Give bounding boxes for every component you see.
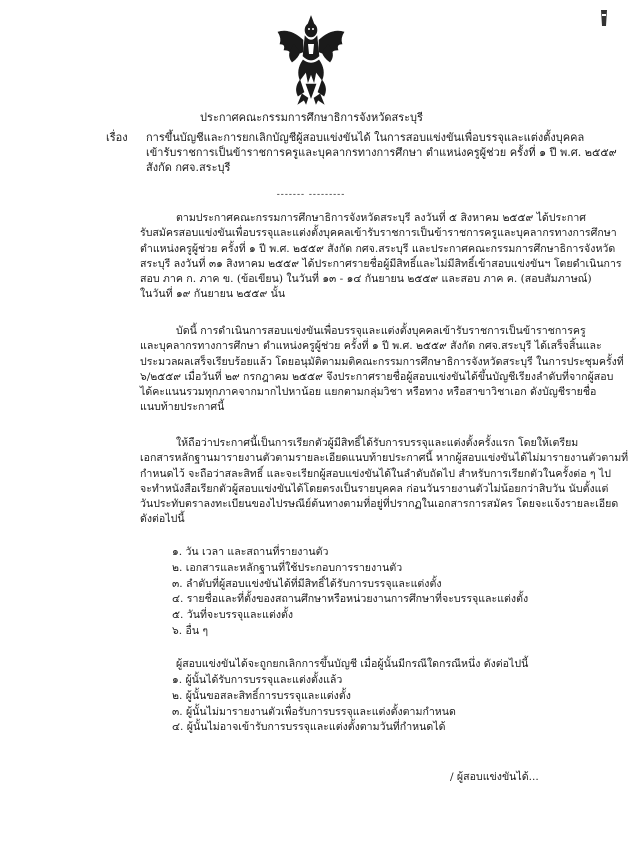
subject-line: การขึ้นบัญชีและการยกเลิกบัญชีผู้สอบแข่งขันได้ ในการสอบแข่งขันเพื่อบรรจุและแต่งตั้งบุคคล <box>146 131 585 144</box>
paragraph-announcement <box>140 211 622 303</box>
document-title: ประกาศคณะกรรมการศึกษาธิการจังหวัดสระบุรี <box>200 111 423 124</box>
cancellation-items-list <box>172 673 532 736</box>
subject-line: เข้ารับราชการเป็นข้าราชการครูและบุคลากรทางการศึกษา ตำแหน่งครูผู้ช่วย ครั้งที่ ๑ ปี พ.ศ. ๒๕๕๙ <box>146 146 617 159</box>
paragraph-line: วันประทับตราลงทะเบียนของไปรษณีย์ต้นทางตามที่อยู่ที่ปรากฏในเอกสารการสมัคร โดยจะแจ้งรายละเอียด <box>140 498 619 511</box>
paragraph-line: สอบ ภาค ก. ภาค ข. (ข้อเขียน) ในวันที่ ๑๓ - ๑๔ กันยายน ๒๕๕๙ และสอบ ภาค ค. (สอบสัมภาษณ์) <box>140 273 592 286</box>
paragraph-line: สระบุรี ลงวันที่ ๓๑ สิงหาคม ๒๕๕๙ ได้ประกาศรายชื่อผู้มีสิทธิ์และไม่มีสิทธิ์เข้าสอบแข่งขันฯ โดยดำเนินการ <box>140 257 622 270</box>
paragraph-line: รับสมัครสอบแข่งขันเพื่อบรรจุและแต่งตั้งบุคคลเข้ารับราชการเป็นข้าราชการครูและบุคลากรทางการศึกษา <box>140 227 617 240</box>
paragraph-line: ๖/๒๕๕๙ เมื่อวันที่ ๒๙ กรกฎาคม ๒๕๕๙ จึงประกาศรายชื่อผู้สอบแข่งขันได้ขึ้นบัญชีเรียงลำดับที่จากผู้สอบ <box>140 370 614 383</box>
garuda-emblem-icon <box>272 14 350 106</box>
paragraph-line: ตำแหน่งครูผู้ช่วย ครั้งที่ ๑ ปี พ.ศ. ๒๕๕๙ สังกัด กศจ.สระบุรี และประกาศคณะกรรมการศึกษาธิการจังหวัด <box>140 242 616 255</box>
paragraph-line: ให้ถือว่าประกาศนี้เป็นการเรียกตัวผู้มีสิทธิ์ได้รับการบรรจุและแต่งตั้งครั้งแรก โดยให้เตรียม <box>176 437 579 449</box>
paragraph-line: ดังต่อไปนี้ <box>140 513 185 526</box>
list-item: ๒. ผู้นั้นขอสละสิทธิ์การบรรจุและแต่งตั้ง <box>172 689 351 702</box>
list-item: ๕. วันที่จะบรรจุและแต่งตั้ง <box>172 609 294 622</box>
paragraph-results <box>140 324 624 416</box>
paragraph-summons <box>140 436 628 528</box>
page-continuation: / ผู้สอบแข่งขันได้... <box>450 771 539 783</box>
subject-label: เรื่อง <box>106 131 128 144</box>
paragraph-line: ในวันที่ ๑๙ กันยายน ๒๕๕๙ นั้น <box>140 288 286 301</box>
paragraph-line: ตามประกาศคณะกรรมการศึกษาธิการจังหวัดสระบุรี ลงวันที่ ๕ สิงหาคม ๒๕๕๙ ได้ประกาศ <box>176 212 586 224</box>
paragraph-line: เอกสารหลักฐานมารายงานตัวตามรายละเอียดแนบท้ายประกาศนี้ หากผู้สอบแข่งขันได้ไม่มารายงานตัวตามที่ <box>140 452 628 465</box>
notification-items-list <box>172 545 532 640</box>
paragraph-line: จะทำหนังสือเรียกตัวผู้สอบแข่งขันได้โดยตรงเป็นรายบุคคล ก่อนวันรายงานตัวไม่น้อยกว่าสิบวัน นับตั้งแต่ <box>140 482 609 495</box>
paragraph-line: ผู้สอบแข่งขันได้จะถูกยกเลิกการขึ้นบัญชี เมื่อผู้นั้นมีกรณีใดกรณีหนึ่ง ดังต่อไปนี้ <box>176 658 529 670</box>
paragraph-line: และบุคลากรทางการศึกษา ตำแหน่งครูผู้ช่วย ครั้งที่ ๑ ปี พ.ศ. ๒๕๕๙ สังกัด กศจ.สระบุรี ได้เสร็จสิ้นและ <box>140 340 602 353</box>
list-item: ๓. ผู้นั้นไม่มารายงานตัวเพื่อรับการบรรจุและแต่งตั้งตามกำหนด <box>172 705 456 718</box>
paragraph-line: ได้คะแนนรวมทุกภาคจากมากไปหาน้อย แยกตามกลุ่มวิชา หรือทาง หรือสาขาวิชาเอก ดังบัญชีรายชื่อ <box>140 386 597 399</box>
paragraph-line: แนบท้ายประกาศนี้ <box>140 401 225 414</box>
paragraph-line: บัดนี้ การดำเนินการสอบแข่งขันเพื่อบรรจุและแต่งตั้งบุคคลเข้ารับราชการเป็นข้าราชการครู <box>176 325 586 337</box>
list-item: ๖. อื่น ๆ <box>172 624 209 637</box>
list-item: ๑. ผู้นั้นได้รับการบรรจุและแต่งตั้งแล้ว <box>172 674 343 686</box>
list-item: ๔. ผู้นั้นไม่อาจเข้ารับการบรรจุและแต่งตั้งตามวันที่กำหนดได้ <box>172 721 446 734</box>
list-item: ๒. เอกสารและหลักฐานที่ใช้ประกอบการรายงานตัว <box>172 561 403 574</box>
paragraph-line: ประมวลผลเสร็จเรียบร้อยแล้ว โดยอนุมัติตามมติคณะกรรมการศึกษาธิการจังหวัดสระบุรี ในการประชุมครั้งที่ <box>140 355 624 368</box>
list-item: ๔. รายชื่อและที่ตั้งของสถานศึกษาหรือหน่วยงานการศึกษาที่จะบรรจุและแต่งตั้ง <box>172 593 529 606</box>
subject-line: สังกัด กศจ.สระบุรี <box>146 161 231 174</box>
paragraph-cancellation <box>140 657 585 672</box>
list-item: ๑. วัน เวลา และสถานที่รายงานตัว <box>172 546 329 558</box>
paragraph-line: กำหนดไว้ จะถือว่าสละสิทธิ์ และจะเรียกผู้สอบแข่งขันได้ในลำดับถัดไป สำหรับการเรียกตัวในครั้งต่อ ๆ ไป <box>140 467 612 480</box>
list-item: ๓. ลำดับที่ผู้สอบแข่งขันได้ที่มีสิทธิ์ได้รับการบรรจุและแต่งตั้ง <box>172 577 442 590</box>
page-corner-mark-icon <box>598 8 610 28</box>
separator-line: ------- --------- <box>276 190 346 200</box>
subject-text <box>146 130 617 175</box>
